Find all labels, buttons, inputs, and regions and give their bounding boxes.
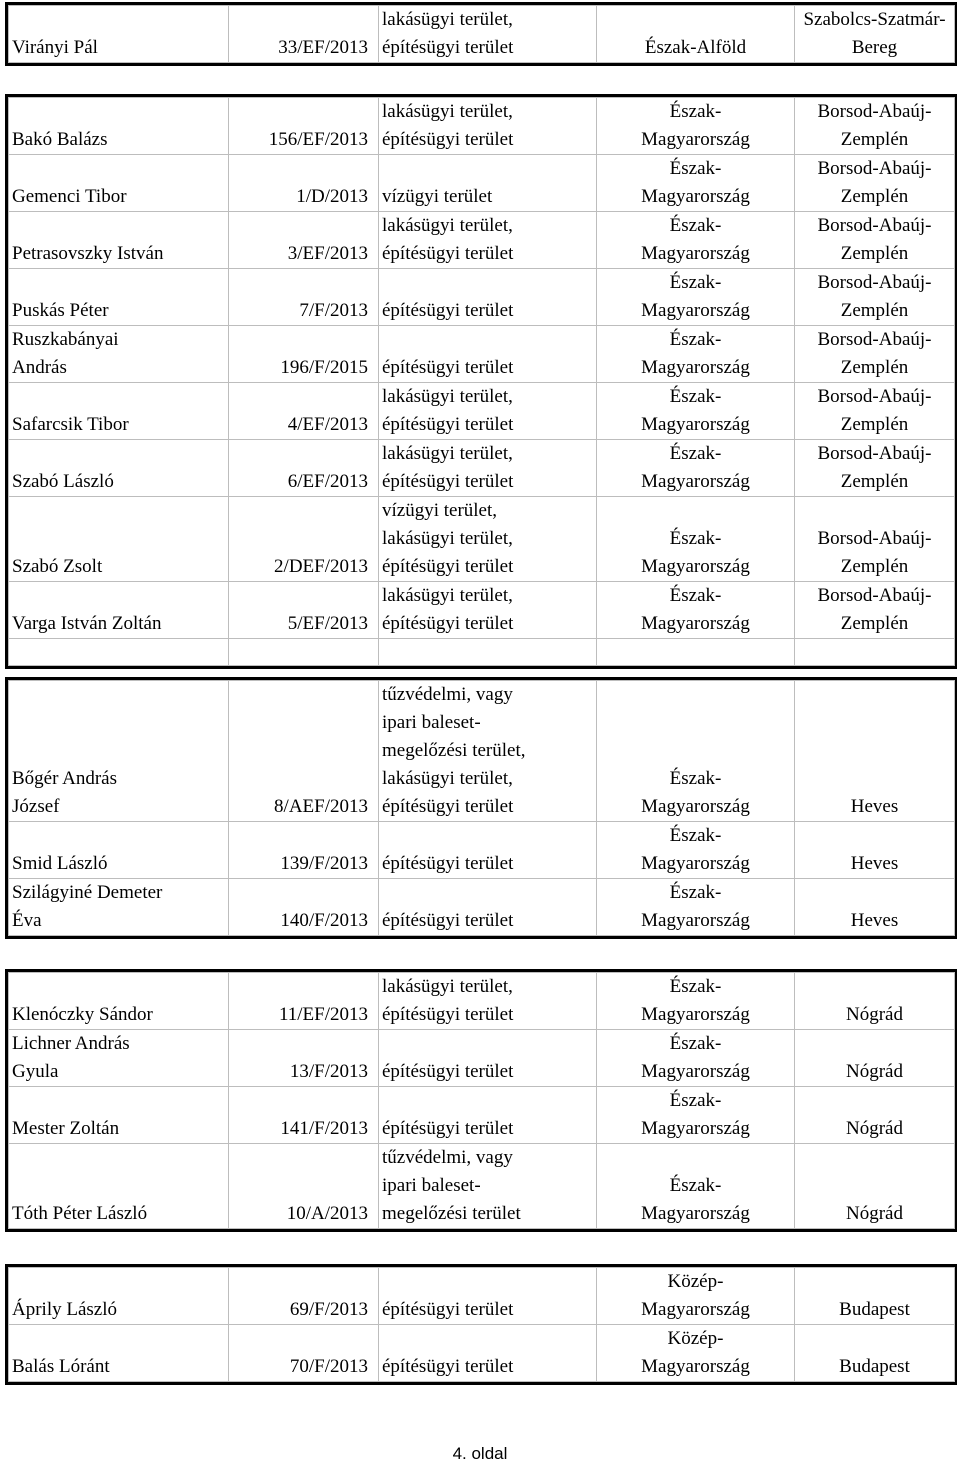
cell-specialization bbox=[379, 155, 597, 212]
cell-registration-number: 1/D/2013 bbox=[229, 155, 379, 212]
table-row bbox=[9, 1144, 955, 1229]
cell-name bbox=[9, 1030, 229, 1087]
cell-line: Mester Zoltán bbox=[12, 1118, 120, 1139]
cell-line: Szabó Zsolt bbox=[12, 556, 103, 577]
cell-line: Borsod-Abaúj- bbox=[817, 386, 932, 407]
cell-county bbox=[795, 1268, 955, 1325]
cell-line: építésügyi terület bbox=[382, 1118, 514, 1139]
cell-county bbox=[795, 879, 955, 936]
cell-specialization bbox=[379, 383, 597, 440]
records-table bbox=[8, 1267, 955, 1382]
cell-line: Észak- bbox=[669, 882, 722, 903]
cell-line: építésügyi terület bbox=[382, 1356, 514, 1377]
cell-line: Borsod-Abaúj- bbox=[817, 272, 932, 293]
cell-line: Magyarország bbox=[641, 1203, 750, 1224]
cell-specialization bbox=[379, 98, 597, 155]
section-nograd bbox=[5, 969, 957, 1232]
cell-county bbox=[795, 383, 955, 440]
cell-line: Magyarország bbox=[641, 129, 750, 150]
table-row bbox=[9, 582, 955, 639]
empty-cell bbox=[9, 639, 229, 666]
cell-line: Bakó Balázs bbox=[12, 129, 108, 150]
table-row bbox=[9, 879, 955, 936]
cell-line: építésügyi terület bbox=[382, 910, 514, 931]
cell-line: Szilágyiné Demeter bbox=[12, 882, 163, 903]
cell-name bbox=[9, 497, 229, 582]
cell-line: Észak- bbox=[669, 101, 722, 122]
cell-county bbox=[795, 1087, 955, 1144]
cell-line: Észak- bbox=[669, 585, 722, 606]
cell-line: lakásügyi terület, bbox=[382, 215, 513, 236]
cell-county bbox=[795, 212, 955, 269]
cell-specialization bbox=[379, 1144, 597, 1229]
cell-line: Közép- bbox=[667, 1271, 724, 1292]
cell-line: építésügyi terület bbox=[382, 1061, 514, 1082]
cell-region bbox=[597, 822, 795, 879]
cell-line: Szabó László bbox=[12, 471, 114, 492]
cell-specialization bbox=[379, 269, 597, 326]
cell-region bbox=[597, 383, 795, 440]
empty-cell bbox=[597, 639, 795, 666]
cell-specialization bbox=[379, 497, 597, 582]
cell-name bbox=[9, 269, 229, 326]
cell-line: Észak- bbox=[669, 1090, 722, 1111]
cell-line: Zemplén bbox=[840, 556, 909, 577]
cell-line: Lichner András bbox=[12, 1033, 130, 1054]
cell-line: Zemplén bbox=[840, 243, 909, 264]
table-row bbox=[9, 6, 955, 63]
cell-line: Heves bbox=[850, 853, 899, 874]
cell-line: lakásügyi terület, bbox=[382, 585, 513, 606]
cell-specialization bbox=[379, 6, 597, 63]
table-row bbox=[9, 383, 955, 440]
cell-registration-number: 7/F/2013 bbox=[229, 269, 379, 326]
cell-line: lakásügyi terület, bbox=[382, 976, 513, 997]
table-row bbox=[9, 1030, 955, 1087]
cell-name bbox=[9, 879, 229, 936]
cell-registration-number: 139/F/2013 bbox=[229, 822, 379, 879]
cell-line: Észak- bbox=[669, 215, 722, 236]
cell-line: Magyarország bbox=[641, 1356, 750, 1377]
cell-line: Észak- bbox=[669, 329, 722, 350]
cell-line: Virányi Pál bbox=[12, 37, 98, 58]
cell-county bbox=[795, 155, 955, 212]
cell-line: Zemplén bbox=[840, 300, 909, 321]
cell-registration-number: 6/EF/2013 bbox=[229, 440, 379, 497]
cell-county bbox=[795, 1325, 955, 1382]
cell-name bbox=[9, 155, 229, 212]
cell-county bbox=[795, 98, 955, 155]
cell-line: megelőzési terület bbox=[382, 1203, 521, 1224]
cell-line: építésügyi terület bbox=[382, 1004, 514, 1025]
cell-line: Borsod-Abaúj- bbox=[817, 585, 932, 606]
cell-line: Észak- bbox=[669, 272, 722, 293]
cell-county bbox=[795, 1030, 955, 1087]
cell-region bbox=[597, 6, 795, 63]
table-row bbox=[9, 326, 955, 383]
cell-line: Tóth Péter László bbox=[12, 1203, 148, 1224]
cell-line: Magyarország bbox=[641, 796, 750, 817]
cell-line: lakásügyi terület, bbox=[382, 386, 513, 407]
cell-line: Zemplén bbox=[840, 471, 909, 492]
cell-line: Éva bbox=[12, 910, 42, 931]
cell-line: Magyarország bbox=[641, 300, 750, 321]
cell-region bbox=[597, 582, 795, 639]
cell-region bbox=[597, 1325, 795, 1382]
cell-line: Magyarország bbox=[641, 1118, 750, 1139]
cell-name bbox=[9, 1144, 229, 1229]
cell-line: lakásügyi terület, bbox=[382, 9, 513, 30]
cell-specialization bbox=[379, 1087, 597, 1144]
cell-line: tűzvédelmi, vagy bbox=[382, 684, 513, 705]
cell-line: Észak- bbox=[669, 443, 722, 464]
cell-county bbox=[795, 1144, 955, 1229]
cell-line: Varga István Zoltán bbox=[12, 613, 162, 634]
cell-line: Észak- bbox=[669, 976, 722, 997]
cell-line: lakásügyi terület, bbox=[382, 101, 513, 122]
table-row bbox=[9, 98, 955, 155]
cell-line: Magyarország bbox=[641, 910, 750, 931]
cell-county bbox=[795, 973, 955, 1030]
cell-line: Gemenci Tibor bbox=[12, 186, 127, 207]
cell-line: Bőgér András bbox=[12, 768, 118, 789]
cell-registration-number: 140/F/2013 bbox=[229, 879, 379, 936]
cell-specialization bbox=[379, 440, 597, 497]
cell-line: Magyarország bbox=[641, 1299, 750, 1320]
cell-specialization bbox=[379, 1030, 597, 1087]
cell-line: Petrasovszky István bbox=[12, 243, 164, 264]
cell-region bbox=[597, 879, 795, 936]
cell-line: Észak- bbox=[669, 1033, 722, 1054]
table-row bbox=[9, 973, 955, 1030]
cell-line: lakásügyi terület, bbox=[382, 528, 513, 549]
cell-registration-number: 13/F/2013 bbox=[229, 1030, 379, 1087]
cell-registration-number: 196/F/2015 bbox=[229, 326, 379, 383]
cell-line: Zemplén bbox=[840, 613, 909, 634]
cell-name bbox=[9, 1087, 229, 1144]
cell-line: Budapest bbox=[839, 1299, 910, 1320]
cell-region bbox=[597, 98, 795, 155]
cell-line: Magyarország bbox=[641, 853, 750, 874]
cell-name bbox=[9, 582, 229, 639]
cell-region bbox=[597, 1268, 795, 1325]
section-heves bbox=[5, 677, 957, 939]
cell-line: Nógrád bbox=[846, 1004, 903, 1025]
empty-row bbox=[9, 639, 955, 666]
cell-line: Nógrád bbox=[846, 1061, 903, 1082]
cell-name bbox=[9, 973, 229, 1030]
cell-region bbox=[597, 681, 795, 822]
table-row bbox=[9, 1268, 955, 1325]
cell-registration-number: 69/F/2013 bbox=[229, 1268, 379, 1325]
cell-county bbox=[795, 269, 955, 326]
cell-line: Borsod-Abaúj- bbox=[817, 329, 932, 350]
cell-line: építésügyi terület bbox=[382, 300, 514, 321]
cell-line: Nógrád bbox=[846, 1203, 903, 1224]
cell-line: Észak- bbox=[669, 825, 722, 846]
cell-name bbox=[9, 822, 229, 879]
cell-line: építésügyi terület bbox=[382, 471, 514, 492]
cell-name bbox=[9, 1325, 229, 1382]
empty-cell bbox=[795, 639, 955, 666]
cell-line: Észak-Alföld bbox=[644, 37, 747, 58]
cell-region bbox=[597, 1030, 795, 1087]
cell-line: Magyarország bbox=[641, 243, 750, 264]
cell-line: építésügyi terület bbox=[382, 37, 514, 58]
cell-line: Zemplén bbox=[840, 357, 909, 378]
cell-specialization bbox=[379, 973, 597, 1030]
cell-line: Észak- bbox=[669, 158, 722, 179]
cell-line: építésügyi terület bbox=[382, 357, 514, 378]
cell-line: lakásügyi terület, bbox=[382, 443, 513, 464]
cell-specialization bbox=[379, 1325, 597, 1382]
cell-line: tűzvédelmi, vagy bbox=[382, 1147, 513, 1168]
cell-line: Észak- bbox=[669, 386, 722, 407]
cell-name bbox=[9, 681, 229, 822]
cell-line: vízügyi terület bbox=[382, 186, 493, 207]
cell-registration-number: 33/EF/2013 bbox=[229, 6, 379, 63]
cell-line: építésügyi terület bbox=[382, 414, 514, 435]
cell-line: építésügyi terület bbox=[382, 853, 514, 874]
cell-specialization bbox=[379, 582, 597, 639]
cell-line: Magyarország bbox=[641, 186, 750, 207]
records-table bbox=[8, 972, 955, 1229]
empty-cell bbox=[229, 639, 379, 666]
records-table bbox=[8, 97, 955, 666]
cell-name bbox=[9, 212, 229, 269]
cell-region bbox=[597, 440, 795, 497]
cell-line: Gyula bbox=[12, 1061, 59, 1082]
cell-region bbox=[597, 1087, 795, 1144]
cell-line: József bbox=[12, 796, 60, 817]
cell-region bbox=[597, 497, 795, 582]
cell-registration-number: 3/EF/2013 bbox=[229, 212, 379, 269]
empty-cell bbox=[379, 639, 597, 666]
cell-line: lakásügyi terület, bbox=[382, 768, 513, 789]
table-row bbox=[9, 212, 955, 269]
section-budapest bbox=[5, 1264, 957, 1385]
section-szabolcs bbox=[5, 2, 957, 66]
cell-name bbox=[9, 326, 229, 383]
cell-line: Safarcsik Tibor bbox=[12, 414, 129, 435]
cell-name bbox=[9, 6, 229, 63]
cell-line: Magyarország bbox=[641, 1004, 750, 1025]
cell-line: Puskás Péter bbox=[12, 300, 109, 321]
cell-name bbox=[9, 383, 229, 440]
table-row bbox=[9, 497, 955, 582]
cell-specialization bbox=[379, 879, 597, 936]
cell-county bbox=[795, 822, 955, 879]
cell-line: Magyarország bbox=[641, 556, 750, 577]
cell-specialization bbox=[379, 212, 597, 269]
cell-line: építésügyi terület bbox=[382, 556, 514, 577]
cell-line: ipari baleset- bbox=[382, 712, 481, 733]
cell-line: építésügyi terület bbox=[382, 613, 514, 634]
cell-line: Borsod-Abaúj- bbox=[817, 215, 932, 236]
cell-specialization bbox=[379, 681, 597, 822]
cell-registration-number: 4/EF/2013 bbox=[229, 383, 379, 440]
table-row bbox=[9, 155, 955, 212]
cell-line: Észak- bbox=[669, 768, 722, 789]
cell-line: Magyarország bbox=[641, 357, 750, 378]
cell-registration-number: 141/F/2013 bbox=[229, 1087, 379, 1144]
cell-line: Borsod-Abaúj- bbox=[817, 443, 932, 464]
cell-line: Közép- bbox=[667, 1328, 724, 1349]
section-borsod bbox=[5, 94, 957, 669]
cell-county bbox=[795, 681, 955, 822]
cell-line: Klenóczky Sándor bbox=[12, 1004, 153, 1025]
cell-name bbox=[9, 98, 229, 155]
cell-line: Zemplén bbox=[840, 129, 909, 150]
cell-region bbox=[597, 326, 795, 383]
cell-line: Heves bbox=[850, 910, 899, 931]
cell-registration-number: 10/A/2013 bbox=[229, 1144, 379, 1229]
cell-line: Zemplén bbox=[840, 414, 909, 435]
cell-line: Áprily László bbox=[12, 1299, 118, 1320]
cell-line: építésügyi terület bbox=[382, 243, 514, 264]
cell-county bbox=[795, 6, 955, 63]
cell-line: Borsod-Abaúj- bbox=[817, 528, 932, 549]
cell-registration-number: 8/AEF/2013 bbox=[229, 681, 379, 822]
cell-line: Zemplén bbox=[840, 186, 909, 207]
table-row bbox=[9, 822, 955, 879]
cell-line: Nógrád bbox=[846, 1118, 903, 1139]
cell-line: Budapest bbox=[839, 1356, 910, 1377]
cell-specialization bbox=[379, 1268, 597, 1325]
records-table bbox=[8, 5, 955, 63]
cell-line: építésügyi terület bbox=[382, 129, 514, 150]
cell-line: építésügyi terület bbox=[382, 1299, 514, 1320]
table-row bbox=[9, 1087, 955, 1144]
cell-registration-number: 2/DEF/2013 bbox=[229, 497, 379, 582]
cell-line: ipari baleset- bbox=[382, 1175, 481, 1196]
cell-name bbox=[9, 1268, 229, 1325]
cell-registration-number: 156/EF/2013 bbox=[229, 98, 379, 155]
cell-line: Szabolcs-Szatmár- bbox=[803, 9, 946, 30]
cell-line: Magyarország bbox=[641, 414, 750, 435]
cell-line: Borsod-Abaúj- bbox=[817, 158, 932, 179]
cell-region bbox=[597, 973, 795, 1030]
cell-county bbox=[795, 440, 955, 497]
cell-registration-number: 5/EF/2013 bbox=[229, 582, 379, 639]
cell-county bbox=[795, 497, 955, 582]
records-table bbox=[8, 680, 955, 936]
cell-registration-number: 70/F/2013 bbox=[229, 1325, 379, 1382]
table-row bbox=[9, 440, 955, 497]
cell-name bbox=[9, 440, 229, 497]
table-row bbox=[9, 1325, 955, 1382]
cell-line: Magyarország bbox=[641, 613, 750, 634]
cell-line: vízügyi terület, bbox=[382, 500, 498, 521]
cell-registration-number: 11/EF/2013 bbox=[229, 973, 379, 1030]
cell-line: Észak- bbox=[669, 528, 722, 549]
cell-specialization bbox=[379, 326, 597, 383]
cell-line: Észak- bbox=[669, 1175, 722, 1196]
cell-county bbox=[795, 326, 955, 383]
cell-region bbox=[597, 1144, 795, 1229]
cell-specialization bbox=[379, 822, 597, 879]
cell-line: Smid László bbox=[12, 853, 108, 874]
cell-region bbox=[597, 269, 795, 326]
cell-region bbox=[597, 212, 795, 269]
cell-line: Magyarország bbox=[641, 471, 750, 492]
cell-line: Balás Lóránt bbox=[12, 1356, 110, 1377]
cell-line: Borsod-Abaúj- bbox=[817, 101, 932, 122]
table-row bbox=[9, 269, 955, 326]
cell-line: Bereg bbox=[851, 37, 898, 58]
cell-line: Magyarország bbox=[641, 1061, 750, 1082]
cell-region bbox=[597, 155, 795, 212]
cell-county bbox=[795, 582, 955, 639]
cell-line: megelőzési terület, bbox=[382, 740, 526, 761]
table-row bbox=[9, 681, 955, 822]
page-number: 4. oldal bbox=[452, 1444, 508, 1463]
cell-line: Ruszkabányai bbox=[12, 329, 119, 350]
cell-line: Heves bbox=[850, 796, 899, 817]
cell-line: építésügyi terület bbox=[382, 796, 514, 817]
cell-line: András bbox=[12, 357, 67, 378]
